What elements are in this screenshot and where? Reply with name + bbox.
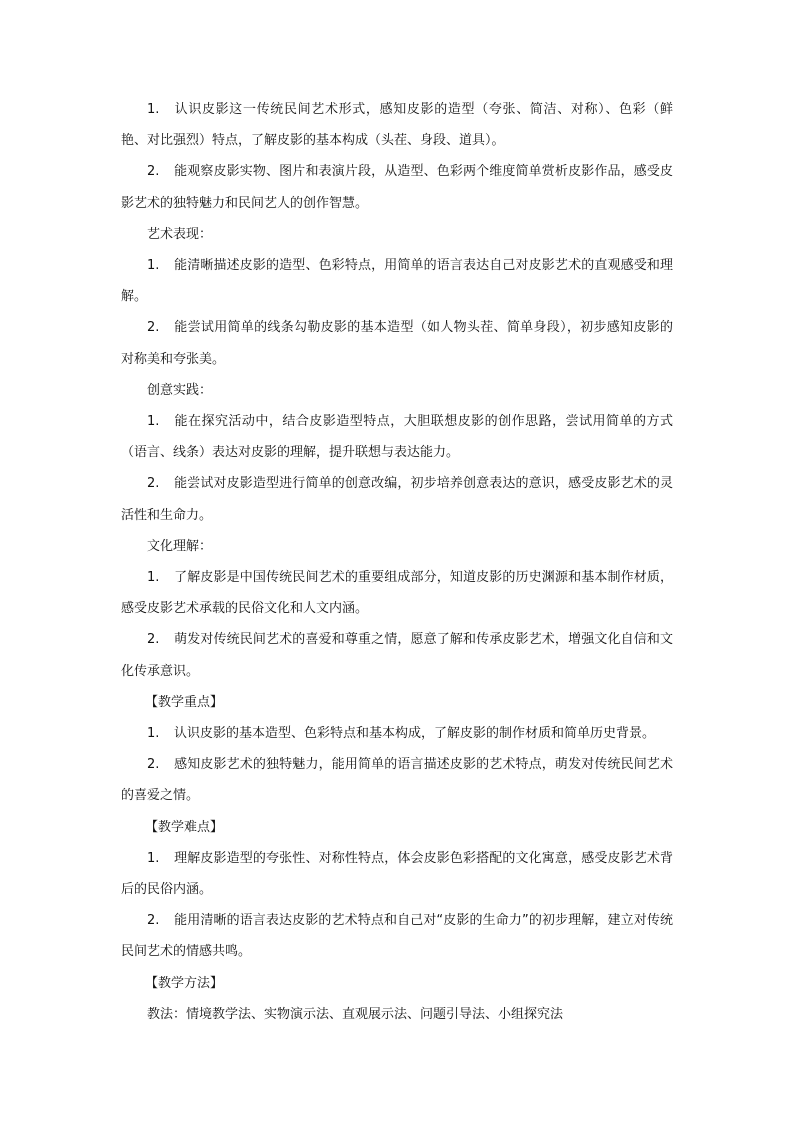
section-heading-difficulties: 【教学难点】 xyxy=(145,819,224,835)
item-number: 2. xyxy=(147,320,160,336)
section-heading-creative-practice: 创意实践： xyxy=(147,382,213,398)
key-point-item xyxy=(121,718,673,749)
section-heading-cultural-understanding: 文化理解： xyxy=(147,538,213,554)
item-text: 能用清晰的语言表达皮影的艺术特点和自己对“皮影的生命力”的初步理解，建立对传统民间艺术的情感共鸣。 xyxy=(121,913,673,960)
objective-item xyxy=(121,624,673,686)
item-number: 1. xyxy=(147,570,160,586)
item-number: 2. xyxy=(147,757,160,773)
item-text: 萌发对传统民间艺术的喜爱和尊重之情，愿意了解和传承皮影艺术，增强文化自信和文化传承意识。 xyxy=(121,632,673,679)
item-text: 能尝试对皮影造型进行简单的创意改编，初步培养创意表达的意识，感受皮影艺术的灵活性和生命力。 xyxy=(121,476,673,523)
item-number: 1. xyxy=(147,102,160,117)
item-number: 2. xyxy=(147,164,160,180)
item-number: 2. xyxy=(147,476,160,492)
objective-item xyxy=(121,156,673,218)
key-point-item xyxy=(121,749,673,811)
item-text: 能在探究活动中，结合皮影造型特点，大胆联想皮影的创作思路，尝试用简单的方式（语言、线条）表达对皮影的理解，提升联想与表达能力。 xyxy=(121,414,673,461)
objective-item xyxy=(121,250,673,312)
section-heading-art-expression: 艺术表现： xyxy=(147,226,213,242)
item-number: 1. xyxy=(147,726,160,742)
difficulty-item xyxy=(121,843,673,905)
item-number: 2. xyxy=(147,913,160,929)
section-heading-key-points: 【教学重点】 xyxy=(145,694,224,710)
item-text: 能清晰描述皮影的造型、色彩特点，用简单的语言表达自己对皮影艺术的直观感受和理解。 xyxy=(121,258,673,305)
objective-item xyxy=(121,562,673,624)
item-text: 认识皮影的基本造型、色彩特点和基本构成，了解皮影的制作材质和简单历史背景。 xyxy=(174,726,656,742)
objective-item xyxy=(121,312,673,374)
item-number: 1. xyxy=(147,258,160,274)
item-number: 1. xyxy=(147,850,160,866)
item-text: 认识皮影这一传统民间艺术形式，感知皮影的造型（夸张、简洁、对称）、色彩（鲜艳、对比强烈）特点，了解皮影的基本构成（头茬、身段、道具）。 xyxy=(121,102,673,149)
document-body xyxy=(121,94,673,1030)
objective-item xyxy=(121,406,673,468)
item-text: 感知皮影艺术的独特魅力，能用简单的语言描述皮影的艺术特点，萌发对传统民间艺术的喜爱之情。 xyxy=(121,757,673,804)
item-text: 能尝试用简单的线条勾勒皮影的基本造型（如人物头茬、简单身段），初步感知皮影的对称美和夸张美。 xyxy=(121,320,673,367)
difficulty-item xyxy=(121,905,673,967)
teaching-methods-text: 教法：情境教学法、实物演示法、直观展示法、问题引导法、小组探究法 xyxy=(147,1006,564,1022)
item-number: 1. xyxy=(147,414,160,430)
section-heading-methods: 【教学方法】 xyxy=(145,975,224,991)
item-text: 了解皮影是中国传统民间艺术的重要组成部分，知道皮影的历史渊源和基本制作材质，感受皮影艺术承载的民俗文化和人文内涵。 xyxy=(121,570,673,617)
objective-item xyxy=(121,94,673,156)
item-text: 能观察皮影实物、图片和表演片段，从造型、色彩两个维度简单赏析皮影作品，感受皮影艺术的独特魅力和民间艺人的创作智慧。 xyxy=(121,164,673,211)
item-number: 2. xyxy=(147,632,160,648)
objective-item xyxy=(121,468,673,530)
item-text: 理解皮影造型的夸张性、对称性特点，体会皮影色彩搭配的文化寓意，感受皮影艺术背后的民俗内涵。 xyxy=(121,850,673,898)
